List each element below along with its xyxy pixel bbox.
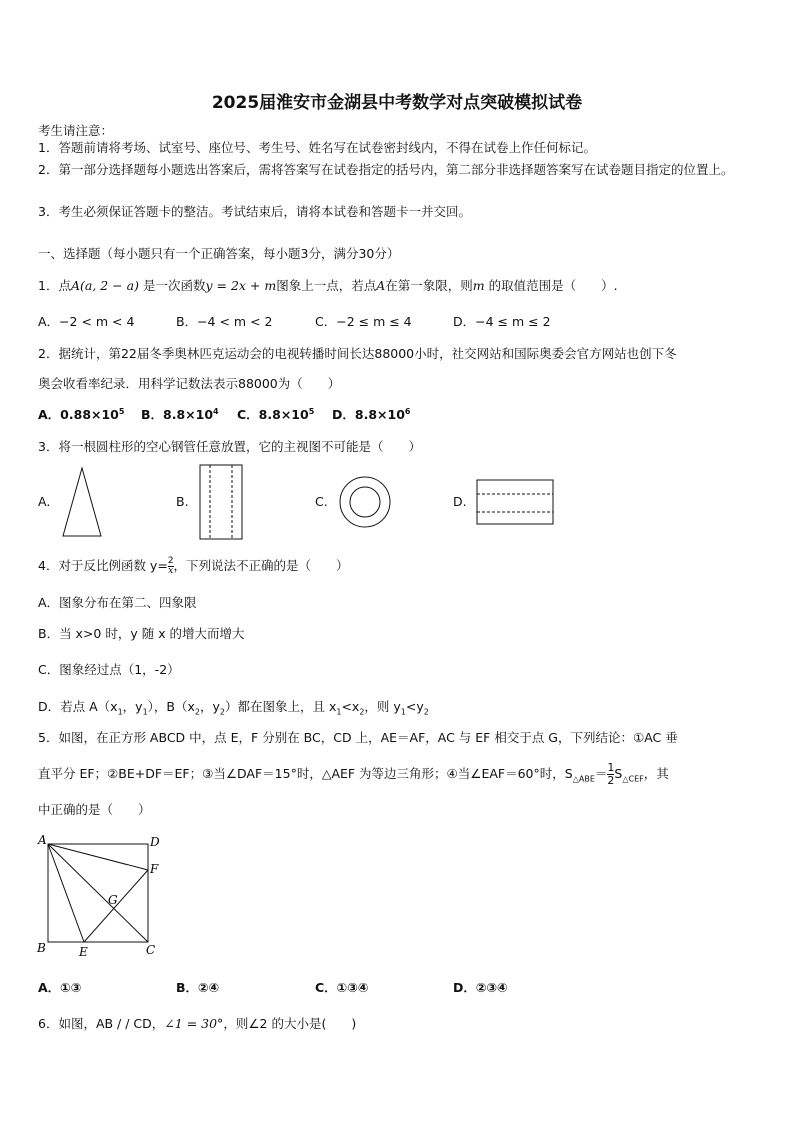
- page-title: 2025届淮安市金湖县中考数学对点突破模拟试卷: [211, 93, 583, 113]
- question-1: [38, 276, 618, 294]
- q1-post2: 在第一象限，则: [385, 278, 473, 293]
- q3-option-d: D.: [453, 494, 467, 509]
- q3-option-c: C.: [315, 494, 328, 509]
- q5-label-g: G: [108, 893, 118, 907]
- q2-line-2: 奥会收看率纪录．用科学记数法表示88000为（ ）: [38, 376, 341, 391]
- notice-item-2: 2．第一部分选择题每小题选出答案后，需将答案写在试卷指定的括号内，第二部分非选择题答案写在试卷题目指定的位置上。: [38, 162, 734, 177]
- section-heading: 一、选择题（每小题只有一个正确答案，每小题3分，满分30分）: [38, 246, 400, 261]
- q1-option-a: A．−2 < m < 4: [38, 314, 135, 329]
- q5-line-1: 5．如图，在正方形 ABCD 中，点 E，F 分别在 BC，CD 上，AE＝AF，AC 与 EF 相交于点 G，下列结论：①AC 垂: [38, 730, 678, 745]
- q2-line-1: 2．据统计，第22届冬季奥林匹克运动会的电视转播时间长达88000小时，社交网站和国际奥委会官方网站也创下冬: [38, 346, 677, 361]
- question-4: 4．对于反比例函数 y= $\frac{2}{x}$ ，下列说法不正确的是（ ）: [38, 556, 349, 576]
- q1-point-a: A: [376, 278, 386, 293]
- q5-figure-square: [34, 830, 166, 960]
- q5-label-e: E: [79, 945, 88, 959]
- q5-option-a: A．①③: [38, 980, 82, 995]
- q4-option-c: C．图象经过点（1，-2）: [38, 662, 180, 677]
- q4-fraction: $\frac{2}{x}$: [167, 556, 174, 576]
- notice-item-3: 3．考生必须保证答题卡的整洁。考试结束后，请将本试卷和答题卡一并交回。: [38, 204, 471, 219]
- q1-post3: 的取值范围是（ ）.: [488, 278, 618, 293]
- q5-label-f: F: [150, 862, 159, 876]
- q5-line-3: 中正确的是（ ）: [38, 802, 151, 817]
- q1-func: y = 2x + m: [205, 278, 277, 293]
- q5-label-d: D: [150, 835, 160, 849]
- q2-option-a: A．$0.88\times 10^5$: [38, 406, 125, 422]
- q5-option-b: B．②④: [176, 980, 220, 995]
- q1-point: A(a, 2 − a): [70, 278, 139, 293]
- q1-option-d: D．−4 ≤ m ≤ 2: [453, 314, 551, 329]
- q3-option-a: A.: [38, 494, 51, 509]
- q1-option-b: B．−4 < m < 2: [176, 314, 273, 329]
- q3-figure-ring: [337, 474, 393, 530]
- q4-option-d: D．若点 $A(x_1$，$y_1$），$B(x_2$，$y_2$）都在图象上，且 $x_1<x_2$，则 $y_1<y_2$: [38, 699, 429, 717]
- notice-heading: 考生请注意：: [38, 123, 114, 138]
- q4-option-b: B．当 x>0 时，y 随 x 的增大而增大: [38, 626, 245, 641]
- q5-line-2: 直平分 EF；②BE+DF＝EF；③当∠DAF＝15°时，△AEF 为等边三角形；④当∠EAF＝60°时，$S_{\triangle ABE}=$ $\frac{1}{2}$ $S_{\triangle CEF}$，其: [38, 761, 669, 787]
- question-6: 6．如图，AB / / CD，∠1 = 30°，则∠2 的大小是( ): [38, 1016, 357, 1031]
- q2-option-d: D．$8.8\times 10^6$: [332, 406, 411, 422]
- q4-option-a: A．图象分布在第二、四象限: [38, 595, 197, 610]
- q3-figure-wide-rect: [475, 478, 555, 526]
- q3-text: 3．将一根圆柱形的空心钢管任意放置，它的主视图不可能是（ ）: [38, 439, 421, 454]
- q5-label-b: B: [37, 941, 46, 955]
- q1-option-c: C．−2 ≤ m ≤ 4: [315, 314, 412, 329]
- notice-item-1: 1．答题前请将考场、试室号、座位号、考生号、姓名写在试卷密封线内，不得在试卷上作任何标记。: [38, 140, 596, 155]
- q3-option-b: B.: [176, 494, 189, 509]
- q2-option-c: C．$8.8\times 10^5$: [237, 406, 315, 422]
- q2-option-b: B．$8.8\times 10^4$: [141, 406, 219, 422]
- q1-pre: 1．点: [38, 278, 71, 293]
- q1-m: m: [472, 278, 485, 293]
- q5-label-c: C: [146, 943, 156, 957]
- q1-mid: 是一次函数: [142, 278, 206, 293]
- q1-post: 图象上一点，若点: [276, 278, 377, 293]
- q3-figure-tall-rect: [198, 463, 244, 541]
- q5-option-d: D．②③④: [453, 980, 508, 995]
- q5-option-c: C．①③④: [315, 980, 369, 995]
- q3-figure-triangle: [60, 466, 104, 538]
- q5-label-a: A: [38, 833, 47, 847]
